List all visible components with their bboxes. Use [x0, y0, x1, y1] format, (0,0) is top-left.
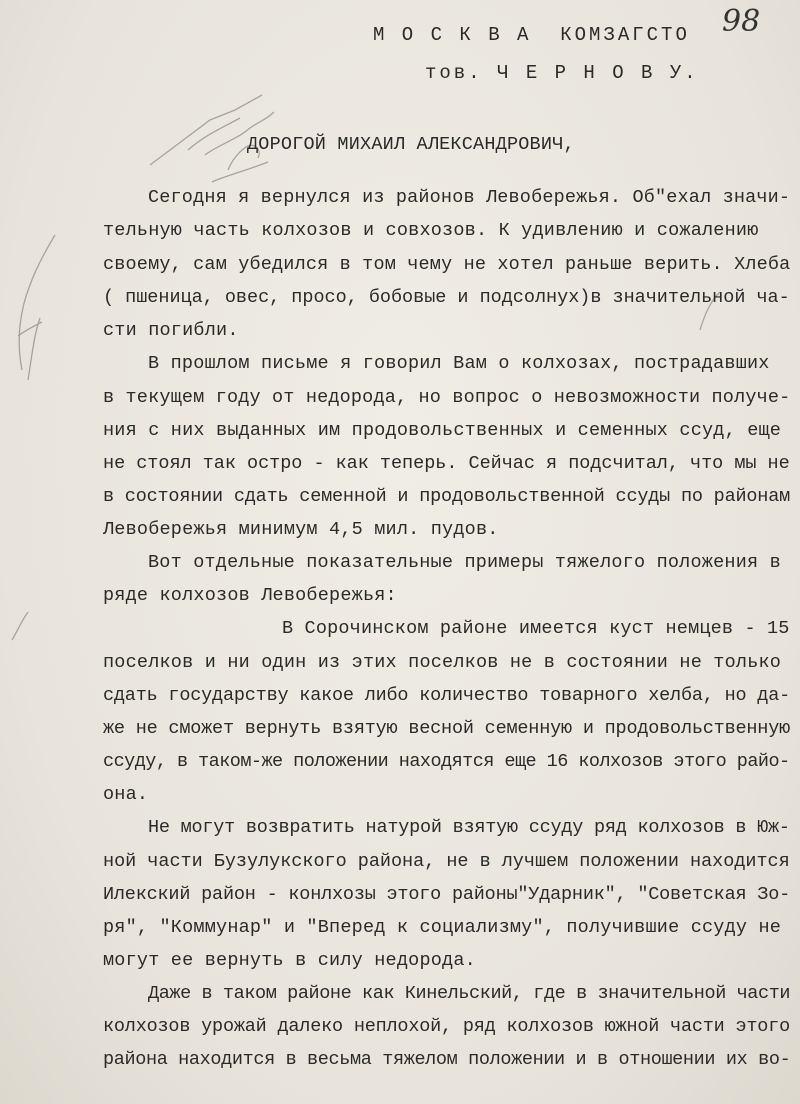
body-line: поселков и ни один из этих поселков не в состоянии не только: [103, 652, 782, 673]
body-line: не стоял так остро - как теперь. Сейчас я подсчитал, что мы не: [103, 453, 790, 474]
body-line: в состоянии сдать семенной и продовольственной ссуды по районам: [103, 486, 791, 507]
body-line: района находится в весьма тяжелом положении и в отношении их во-: [103, 1049, 791, 1070]
addressee-city: М О С К В А КОМЗАГСТО: [373, 24, 690, 46]
body-line: она.: [103, 784, 149, 805]
body-line: Вот отдельные показательные примеры тяжелого положения в: [148, 552, 781, 573]
body-line: сти погибли.: [103, 320, 239, 341]
body-line: Сегодня я вернулся из районов Левобережья. Об"ехал значи-: [148, 187, 791, 208]
body-line: своему, сам убедился в том чему не хотел раньше верить. Хлеба: [103, 254, 791, 275]
body-line: В прошлом письме я говорил Вам о колхозах, пострадавших: [148, 353, 770, 374]
body-line: Не могут возвратить натурой взятую ссуду ряд колхозов в Юж-: [148, 817, 790, 838]
body-line: сдать государству какое либо количество товарного хелба, но да-: [103, 685, 791, 706]
addressee-name: тов. Ч Е Р Н О В У.: [425, 62, 699, 84]
body-line: ссуду, в таком-же положении находятся еще 16 колхозов этого райо-: [103, 751, 790, 772]
body-line: ( пшеница, овес, просо, бобовые и подсолнух)в значительной ча-: [103, 287, 790, 308]
body-line: ряде колхозов Левобережья:: [103, 585, 397, 606]
page-number: 98: [722, 4, 761, 39]
body-line: ря", "Коммунар" и "Вперед к социализму", получившие ссуду не: [103, 917, 782, 938]
body-line: Илекский район - конлхозы этого районы"Ударник", "Советская Зо-: [103, 884, 791, 905]
body-line: же не сможет вернуть взятую весной семенную и продовольственную: [103, 718, 791, 739]
body-line: тельную часть колхозов и совхозов. К удивлению и сожалению: [103, 220, 759, 241]
body-line: Левобережья минимум 4,5 мил. пудов.: [103, 519, 499, 540]
salutation: ДОРОГОЙ МИХАИЛ АЛЕКСАНДРОВИЧ,: [247, 134, 575, 155]
body-line: Даже в таком районе как Кинельский, где в значительной части: [148, 983, 791, 1004]
body-line: могут ее вернуть в силу недорода.: [103, 950, 476, 971]
body-line: колхозов урожай далеко неплохой, ряд колхозов южной части этого: [103, 1016, 791, 1037]
body-line: В Сорочинском районе имеется куст немцев - 15: [282, 618, 790, 639]
body-line: ния с них выданных им продовольственных и семенных ссуд, еще: [103, 420, 782, 441]
body-line: в текущем году от недорода, но вопрос о невозможности получе-: [103, 387, 791, 408]
body-line: ной части Бузулукского района, не в лучшем положении находится: [103, 851, 790, 872]
